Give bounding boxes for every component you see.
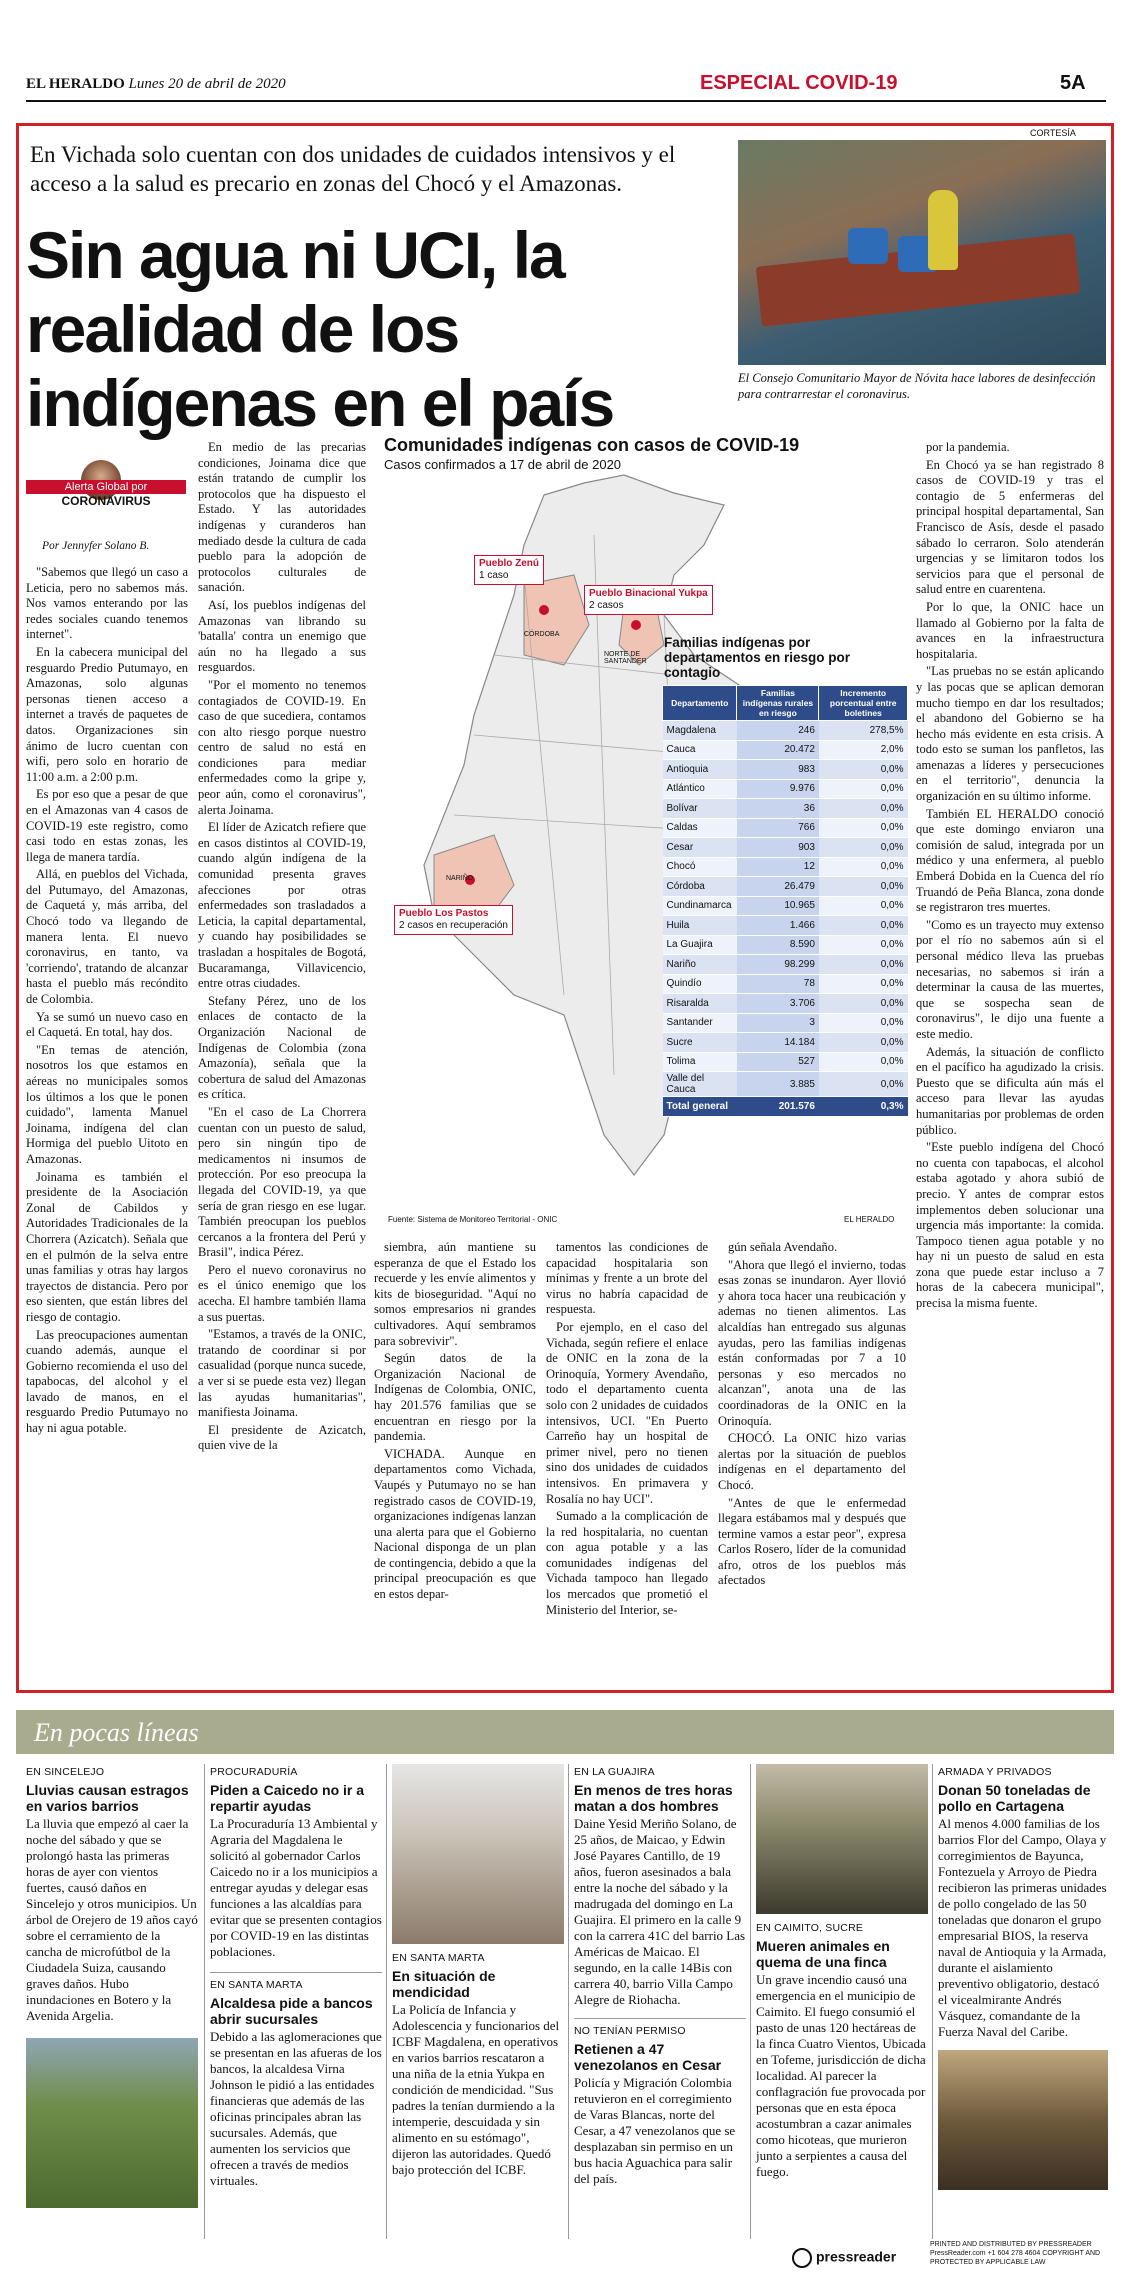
table-cell: 0,0% bbox=[819, 760, 908, 780]
paragraph: Pero el nuevo coronavirus no es el único enemigo que los acecha. El hambre también llama a sus puertas. bbox=[198, 1262, 366, 1324]
table-row bbox=[663, 799, 908, 819]
paragraph: En medio de las precarias condiciones, Joinama dice que están tratando de cumplir los protocolos que ha dispuesto el Estado. Y las autoridades indígenas y curanderos han mediado desde la cultura de cada pueblo para la adopción de protocolos culturales de sanación. bbox=[198, 440, 366, 595]
table-cell: Bolívar bbox=[663, 799, 737, 819]
table-cell: 766 bbox=[737, 818, 819, 838]
paragraph: gún señala Avendaño. bbox=[728, 1240, 838, 1254]
brief-tag: NO TENÍAN PERMISO bbox=[574, 2025, 686, 2037]
table-cell: 903 bbox=[737, 838, 819, 858]
table-row bbox=[663, 760, 908, 780]
brief-body: Debido a las aglomeraciones que se presentan en las afueras de los bancos, la alcaldesa Virna Johnson le pidió a las entidades financieras que además de las oficinas principales abran las sucursales. Además, que aumenten los servicios que ofrecen a través de medios virtuales. bbox=[210, 2029, 382, 2188]
article-kicker: En Vichada solo cuentan con dos unidades de cuidados intensivos y el acceso a la salud es precario en zonas del Chocó y el Amazonas. bbox=[30, 142, 676, 196]
zenu-marker bbox=[539, 605, 549, 615]
table-cell: Cesar bbox=[663, 838, 737, 858]
table-cell: 0,0% bbox=[819, 916, 908, 936]
table-row bbox=[663, 740, 908, 760]
table-cell: 36 bbox=[737, 799, 819, 819]
brief-body: La lluvia que empezó al caer la noche del sábado y que se prolongó hasta las primeras horas de ayer con vientos fuertes, causó daños en Sincelejo y otros municipios. Un árbol de Orejero de 19 años cayó sobre el cerramiento de la cancha de microfútbol de la Ciudadela Suiza, causando graves daños. Hubo inundaciones en Botero y la Avenida Argelia. bbox=[26, 1816, 198, 2023]
paragraph: "Este pueblo indígena del Chocó no cuenta con tapabocas, el alcohol estaba agotado y ahora subió de precio. Y antes de comprar estos implementos deben solucionar una urgencia más importante: la comida. Tampoco tienen agua potable y no hay ni un puesto de salud en esta zona que puede estar incluso a 7 horas de la cabecera municipal", precisa la misma fuente. bbox=[916, 1140, 1104, 1311]
table-row bbox=[663, 1013, 908, 1033]
table-cell: Chocó bbox=[663, 857, 737, 877]
brief-tag: EN LA GUAJIRA bbox=[574, 1766, 655, 1778]
briefs-title: En pocas líneas bbox=[34, 1718, 199, 1747]
article-column-4 bbox=[546, 1240, 708, 1620]
pressreader-icon bbox=[792, 2248, 812, 2268]
paragraph: "Las pruebas no se están aplicando y las pocas que se aplican demoran mucho tiempo en dar los resultados; el abandono del Gobierno se ha hecho más evidente en esta crisis. A todo esto se suman los panfletos, las amenazas a líderes y persecuciones en el territorio", denuncia la organización en su último informe. bbox=[916, 664, 1104, 804]
brief-title: Alcaldesa pide a bancos abrir sucursales bbox=[210, 1995, 373, 2027]
table-cell: 0,0% bbox=[819, 857, 908, 877]
alerta-line2: CORONAVIRUS bbox=[61, 494, 151, 508]
table-row bbox=[663, 1033, 908, 1053]
brief-title: Lluvias causan estragos en varios barrios bbox=[26, 1782, 189, 1814]
brief-column-2 bbox=[210, 1764, 382, 2189]
paragraph: "Estamos, a través de la ONIC, tratando de coordinar si por casualidad (porque nunca sucede, a ver si se puede esta vez) llegan las ayudas humanitarias", manifiesta Joinama. bbox=[198, 1327, 366, 1420]
paragraph: tamentos las condiciones de capacidad hospitalaria son mínimas y frente a un brote del virus no habría capacidad de respuesta. bbox=[546, 1240, 708, 1317]
table-row bbox=[663, 994, 908, 1014]
table-cell: 3.706 bbox=[737, 994, 819, 1014]
alerta-line1: Alerta Global por bbox=[26, 480, 186, 494]
region-label-cordoba: CÓRDOBA bbox=[524, 631, 560, 638]
table-cell: Antioquia bbox=[663, 760, 737, 780]
photo-caption: El Consejo Comunitario Mayor de Nóvita hace labores de desinfección para contrarrestar el coronavirus. bbox=[738, 371, 1096, 401]
paragraph: Las preocupaciones aumentan cuando además, aunque el Gobierno recomienda el uso del tapabocas, del alcohol y el lavado de manos, en el resguardo Predio Putumayo no hay ni agua potable. bbox=[26, 1327, 188, 1436]
article-column-6 bbox=[916, 440, 1104, 1314]
article-headline: Sin agua ni UCI, la realidad de los indígenas en el país bbox=[26, 218, 614, 440]
paragraph: El líder de Azicatch refiere que en casos distintos al COVID-19, cuando algún indígena de la comunidad presenta graves afecciones por otras enfermedades son trasladados a Leticia, la capital departamental, y cuando hay posibilidades se trasladan a hospitales de Bogotá, Bucaramanga, Villavicencio, entre otras ciudades. bbox=[198, 820, 366, 991]
table-cell: Nariño bbox=[663, 955, 737, 975]
brief-body: La Procuraduría 13 Ambiental y Agraria del Magdalena le solicitó al gobernador Carlos Caicedo no ir a los municipios a entregar ayudas y delegar esas funciones a las alcaldías para evitar que se presenten contagios por COVID-19 en las distintas poblaciones. bbox=[210, 1816, 382, 1959]
pressreader-logo[interactable]: pressreader bbox=[792, 2248, 896, 2268]
table-cell: 78 bbox=[737, 974, 819, 994]
column-divider bbox=[932, 1764, 933, 2239]
map-title: Comunidades indígenas con casos de COVID-19 bbox=[384, 435, 800, 455]
alerta-badge bbox=[26, 460, 186, 510]
table-cell: 0,0% bbox=[819, 994, 908, 1014]
table-cell: 0,0% bbox=[819, 896, 908, 916]
brief-column-4 bbox=[574, 1764, 746, 2187]
table-cell: Córdoba bbox=[663, 877, 737, 897]
table-cell: Tolima bbox=[663, 1052, 737, 1072]
paper-name: EL HERALDO bbox=[26, 76, 125, 92]
column-divider bbox=[204, 1764, 205, 2239]
yukpa-marker bbox=[631, 620, 641, 630]
table-cell: 0,3% bbox=[819, 1097, 908, 1117]
table-header: Familias indígenas rurales en riesgo bbox=[737, 686, 819, 721]
paragraph: Joinama es también el presidente de la Asociación Zonal de Cabildos y Autoridades Tradicionales de la Chorrera (Azicatch). Señala que en el pulmón de la selva entre unas familias y otras hay largos trayectos de distancia. Pero por eso sienten, que están libres del riesgo de contagio. bbox=[26, 1169, 188, 1324]
paragraph: "En temas de atención, nosotros los que estamos en aéreas no municipales somos los últimos a los que le ponen cuidado", lamenta Manuel Joinama, indígena del clan Hormiga del pueblo Uitoto en Amazonas. bbox=[26, 1042, 188, 1166]
table-title: Familias indígenas por departamentos en riesgo por contagio bbox=[664, 635, 851, 680]
paragraph: El presidente de Azicatch, quien vive de la bbox=[198, 1422, 366, 1453]
table-cell: Risaralda bbox=[663, 994, 737, 1014]
fallen-tree-photo bbox=[26, 2038, 198, 2208]
paragraph: Por ejemplo, en el caso del Vichada, según refiere el enlace de ONIC en la zona de la Orinoquía, Yormery Avendaño, todo el departamento cuenta solo con 2 unidades de cuidados intensivos, UCI. "En Puerto Carreño hay un hospital de primer nivel, pero no tienen sino dos unidades de cuidados intensivos. En primavera y Rosalía no hay UCI". bbox=[546, 1319, 708, 1506]
callout-yukpa: Pueblo Binacional Yukpa 2 casos bbox=[584, 585, 713, 615]
table-cell: 26.479 bbox=[737, 877, 819, 897]
article-column-1 bbox=[26, 565, 188, 1439]
map-credit: EL HERALDO bbox=[844, 1215, 895, 1224]
map-infographic bbox=[374, 435, 908, 1230]
risk-table bbox=[662, 685, 908, 1117]
issue-date: Lunes 20 de abril de 2020 bbox=[128, 76, 286, 92]
brief-body: Policía y Migración Colombia retuvieron en el corregimiento de Varas Blancas, norte del Cesar, a 47 venezolanos que se desplazaban sin permiso en un bus hacia Aguachica para salir del país. bbox=[574, 2075, 736, 2186]
table-cell: Valle del Cauca bbox=[663, 1072, 737, 1097]
brief-title: Donan 50 toneladas de pollo en Cartagena bbox=[938, 1782, 1091, 1814]
column-divider bbox=[386, 1764, 387, 2239]
brief-title: En menos de tres horas matan a dos hombres bbox=[574, 1782, 733, 1814]
table-row bbox=[663, 1052, 908, 1072]
table-cell: Magdalena bbox=[663, 721, 737, 741]
table-cell: 10.965 bbox=[737, 896, 819, 916]
table-row bbox=[663, 916, 908, 936]
table-cell: 0,0% bbox=[819, 877, 908, 897]
article-column-5 bbox=[718, 1240, 906, 1591]
table-cell: 983 bbox=[737, 760, 819, 780]
table-cell: 0,0% bbox=[819, 974, 908, 994]
column-divider bbox=[568, 1764, 569, 2239]
table-cell: La Guajira bbox=[663, 935, 737, 955]
table-cell: 201.576 bbox=[737, 1097, 819, 1117]
table-row bbox=[663, 877, 908, 897]
section-label: ESPECIAL COVID-19 bbox=[700, 72, 898, 94]
paragraph: Es por eso que a pesar de que en el Amazonas van 4 casos de COVID-19 este registro, como casi todo en estas zonas, les llega de manera tardía. bbox=[26, 787, 188, 864]
article-column-2 bbox=[198, 440, 366, 1456]
paragraph: Ya se sumó un nuevo caso en el Caquetá. En total, hay dos. bbox=[26, 1009, 188, 1040]
table-cell: 1.466 bbox=[737, 916, 819, 936]
paragraph: VICHADA. Aunque en departamentos como Vichada, Vaupés y Putumayo no se han registrado casos de COVID-19, organizaciones indígenas lanzan una alerta para que el Gobierno Nacional disponga de un plan de contingencia, debido a que la principal preocupación es que en estos depar- bbox=[374, 1446, 536, 1602]
brief-title: En situación de mendicidad bbox=[392, 1968, 496, 2000]
table-cell: 8.590 bbox=[737, 935, 819, 955]
table-cell: Santander bbox=[663, 1013, 737, 1033]
region-label-norte-santander: NORTE DE SANTANDER bbox=[604, 651, 647, 665]
paragraph: En Chocó ya se han registrado 8 casos de COVID-19 y tras el contagio de 5 enfermeras del principal hospital departamental, San Francisco de Asís, desde el pasado sábado lo cerraron. Solo atenderán urgencias y se limitaron todos los servicios para que el personal de salud entre en cuarentena. bbox=[916, 457, 1104, 597]
brief-column-6 bbox=[938, 1764, 1108, 2190]
table-cell: Huila bbox=[663, 916, 737, 936]
paragraph: "Sabemos que llegó un caso a Leticia, pero no sabemos más. Nos vamos enterando por las redes sociales cuando tenemos internet". bbox=[26, 565, 188, 642]
brief-body: Al menos 4.000 familias de los barrios Flor del Campo, Olaya y corregimientos de Bayunca, Fontezuela y Arroyo de Piedra recibieron las primeras unidades de pollo congelado de las 50 toneladas que donaron el grupo empresarial BIOS, la reserva naval de Antioquia y la Armada, durante el aislamiento preventivo obligatorio, destacó el vicealmirante Andrés Vásquez, comandante de la Fuerza Naval del Caribe. bbox=[938, 1816, 1107, 2039]
paragraph: Según datos de la Organización Nacional de Indígenas de Colombia, ONIC, hay 201.576 familias que se encuentran en riesgo por la pandemia. bbox=[374, 1351, 536, 1444]
map-source: Fuente: Sistema de Monitoreo Territorial - ONIC bbox=[388, 1215, 558, 1224]
table-cell: 0,0% bbox=[819, 779, 908, 799]
chicken-donation-photo bbox=[938, 2050, 1108, 2190]
table-cell: Sucre bbox=[663, 1033, 737, 1053]
table-total-row bbox=[663, 1097, 908, 1117]
brief-tag: EN CAIMITO, SUCRE bbox=[756, 1922, 864, 1934]
table-cell: 20.472 bbox=[737, 740, 819, 760]
paragraph: En la cabecera municipal del resguardo Predio Putumayo, en Amazonas, solo algunas personas tienen acceso a internet a través de paquetes de datos. Organizaciones sin ánimo de lucro cuentan con wifi, pero solo en horario de 11:00 a.m. a 2:00 p.m. bbox=[26, 644, 188, 784]
column-divider bbox=[750, 1764, 751, 2239]
paragraph: Por lo que, la ONIC hace un llamado al Gobierno por la falta de avances en la infraestructura hospitalaria. bbox=[916, 599, 1104, 661]
paragraph: "Ahora que llegó el invierno, todas esas zonas se inundaron. Ayer llovió y ahora toca hacer una reubicación y ademas no tienen alimentos. Las alcaldías han entregado sus algunas ayudas, pero las familias indígenas están conformadas por 7 a 10 personas y eso mercados no alcanzan", anota una de las coordinadoras de la ONIC en la Orinoquía. bbox=[718, 1257, 906, 1428]
paragraph: Así, los pueblos indígenas del Amazonas van librando su 'batalla' contra un enemigo que aún no ha llegado a sus resguardos. bbox=[198, 597, 366, 675]
table-cell: 246 bbox=[737, 721, 819, 741]
table-cell: 9.976 bbox=[737, 779, 819, 799]
table-row bbox=[663, 896, 908, 916]
brief-tag: ARMADA Y PRIVADOS bbox=[938, 1766, 1052, 1778]
callout-pastos: Pueblo Los Pastos 2 casos en recuperación bbox=[394, 905, 513, 935]
table-cell: 0,0% bbox=[819, 955, 908, 975]
table-cell: 3.885 bbox=[737, 1072, 819, 1097]
table-cell: 527 bbox=[737, 1052, 819, 1072]
table-cell: Total general bbox=[663, 1097, 737, 1117]
table-row bbox=[663, 935, 908, 955]
table-cell: 98.299 bbox=[737, 955, 819, 975]
brief-title: Piden a Caicedo no ir a repartir ayudas bbox=[210, 1782, 365, 1814]
table-cell: Quindío bbox=[663, 974, 737, 994]
brief-tag: EN SANTA MARTA bbox=[210, 1979, 303, 1991]
table-row bbox=[663, 721, 908, 741]
photo-credit: CORTESÍA bbox=[1030, 128, 1076, 138]
table-cell: Caldas bbox=[663, 818, 737, 838]
lead-photo bbox=[738, 140, 1106, 365]
paragraph: "Por el momento no tenemos contagiados de COVID-19. En caso de que sucediera, contamos con alto riesgo porque nuestro centro de salud no está en condiciones para mediar enfermedades como la gripe y, peor aún, como el coronavirus", alerta Joinama. bbox=[198, 677, 366, 817]
brief-title: Retienen a 47 venezolanos en Cesar bbox=[574, 2041, 722, 2073]
brief-tag: PROCURADURÍA bbox=[210, 1766, 298, 1778]
table-row bbox=[663, 818, 908, 838]
table-cell: Cundinamarca bbox=[663, 896, 737, 916]
page-number: 5A bbox=[1060, 72, 1086, 94]
article-column-3 bbox=[374, 1240, 536, 1605]
brief-body: Un grave incendio causó una emergencia en el municipio de Caimito. El fuego consumió el pasto de unas 120 hectáreas de la finca Cuatro Vientos, Ubicada en Tofeme, jurisdicción de dicha localidad. Al parecer la conflagración fue provocada por personas que en esta época acostumbran a cazar animales como hicoteas, que murieron junto a serpientes a causa del fuego. bbox=[756, 1972, 926, 2179]
header-rule bbox=[26, 100, 1106, 102]
paragraph: Sumado a la complicación de la red hospitalaria, no cuentan con agua potable y a las comunidades indígenas del Vichada tampoco han llegado los mercados que prometió el Ministerio del Interior, se- bbox=[546, 1509, 708, 1617]
table-cell: 0,0% bbox=[819, 1072, 908, 1097]
table-cell: 0,0% bbox=[819, 1052, 908, 1072]
paragraph: Además, la situación de conflicto en el pacífico ha agudizado la crisis. Puesto que se dificulta aún más el acceso para llevar las ayudas humanitarias por problemas de orden público. bbox=[916, 1044, 1104, 1137]
table-row bbox=[663, 974, 908, 994]
paragraph: "En el caso de La Chorrera cuentan con un puesto de salud, pero sin ningún tipo de medicamentos ni insumos de protección. Por eso preocupa la llegada del COVID-19, ya que sería de gran riesgo en ese lugar. También preocupan los pueblos cercanos a la frontera del Perú y Brasil", indica Pérez. bbox=[198, 1104, 366, 1260]
brief-title: Mueren animales en quema de una finca bbox=[756, 1938, 890, 1970]
table-cell: 14.184 bbox=[737, 1033, 819, 1053]
fire-field-photo bbox=[756, 1764, 928, 1914]
table-cell: Cauca bbox=[663, 740, 737, 760]
paragraph: También EL HERALDO conoció que este domingo enviaron una comisión de salud, integrada por un médico y una enfermera, al pueblo Emberá Dobida en la Cuenca del río Truandó de Peña Blanca, zona donde se registraron tres muertes. bbox=[916, 806, 1104, 915]
paragraph: por la pandemia. bbox=[926, 440, 1010, 454]
region-label-narino: NARIÑO bbox=[446, 875, 474, 882]
masthead bbox=[26, 76, 286, 93]
table-cell: 278,5% bbox=[819, 721, 908, 741]
table-cell: 2,0% bbox=[819, 740, 908, 760]
brief-column-3 bbox=[392, 1764, 564, 2178]
brief-column-1 bbox=[26, 1764, 198, 2208]
table-row bbox=[663, 955, 908, 975]
table-cell: 0,0% bbox=[819, 1033, 908, 1053]
table-cell: 0,0% bbox=[819, 935, 908, 955]
table-cell: Atlántico bbox=[663, 779, 737, 799]
briefs-section-bar bbox=[16, 1710, 1114, 1754]
police-child-photo bbox=[392, 1764, 564, 1944]
table-row bbox=[663, 838, 908, 858]
table-cell: 12 bbox=[737, 857, 819, 877]
table-cell: 3 bbox=[737, 1013, 819, 1033]
paragraph: CHOCÓ. La ONIC hizo varias alertas por la situación de pueblos indígenas en el departamento del Chocó. bbox=[718, 1431, 906, 1492]
brief-body: La Policía de Infancia y Adolescencia y funcionarios del ICBF Magdalena, en operativos en varios barrios rescataron a una niña de la etnia Yukpa en condición de mendicidad. "Sus padres la tenían durmiendo a la intemperie, descuidada y sin alimento en su estómago", dijeron las autoridades. Quedó bajo protección del ICBF. bbox=[392, 2002, 560, 2177]
brief-tag: EN SINCELEJO bbox=[26, 1766, 105, 1778]
paragraph: siembra, aún mantiene su esperanza de que el Estado los recuerde y les envíe alimentos y kits de bioseguridad. "Aquí no somos empresarios ni grandes cultivadores. Aquí sembramos para sobrevivir". bbox=[374, 1240, 536, 1348]
table-cell: 0,0% bbox=[819, 799, 908, 819]
table-cell: 0,0% bbox=[819, 818, 908, 838]
paragraph: "Antes de que le enfermedad llegara estábamos mal y después que termine vamos a estar peor", expresa Carlos Rosero, líder de la comunidad afro, otros de los pueblos más afectados bbox=[718, 1495, 906, 1588]
brief-column-5 bbox=[756, 1764, 928, 2180]
table-row bbox=[663, 1072, 908, 1097]
table-row bbox=[663, 857, 908, 877]
table-row bbox=[663, 779, 908, 799]
paragraph: Allá, en pueblos del Vichada, del Putumayo, del Amazonas, de Caquetá y, más arriba, del Chocó todo va llegando de manera lenta. El nuevo coronavirus, en tanto, va 'corriendo', tratando de alcanzar hasta el pueblo más recóndito de Colombia. bbox=[26, 867, 188, 1007]
table-cell: 0,0% bbox=[819, 838, 908, 858]
table-header: Incremento porcentual entre boletines bbox=[819, 686, 908, 721]
brief-body: Daine Yesid Meriño Solano, de 25 años, de Maicao, y Edwin José Payares Cantillo, de 19 años, fueron asesinados a bala entre la noche del sábado y la madrugada del domingo en La Guajira. El primero en la calle 9 con la carrera 41C del barrio Las Américas de Maicao. El segundo, en la calle 14Bis con carrera 40, barrio Villa Campo Alegre de Riohacha. bbox=[574, 1816, 746, 2007]
brief-tag: EN SANTA MARTA bbox=[392, 1952, 485, 1964]
map-subtitle: Casos confirmados a 17 de abril de 2020 bbox=[384, 457, 622, 472]
paragraph: "Como es un trayecto muy extenso por el río no sabemos aún si el personal médico lleva las pruebas necesarias, no sabemos si irán a determinar la causa de las muertes, que se sospecha sean de coronavirus", le dijo una fuente a este medio. bbox=[916, 917, 1104, 1041]
table-header: Departamento bbox=[663, 686, 737, 721]
paragraph: Stefany Pérez, uno de los enlaces de contacto de la Organización Nacional de Indígenas de Colombia (zona Amazonía), señala que la cobertura de salud del Amazonas es crítica. bbox=[198, 993, 366, 1102]
callout-zenu: Pueblo Zenú 1 caso bbox=[474, 555, 544, 585]
footer-text: PRINTED AND DISTRIBUTED BY PRESSREADER PressReader.com +1 604 278 4604 COPYRIGHT AND PROTECTED BY APPLICABLE LAW bbox=[930, 2241, 1101, 2266]
byline: Por Jennyfer Solano B. bbox=[42, 540, 150, 552]
table-cell: 0,0% bbox=[819, 1013, 908, 1033]
